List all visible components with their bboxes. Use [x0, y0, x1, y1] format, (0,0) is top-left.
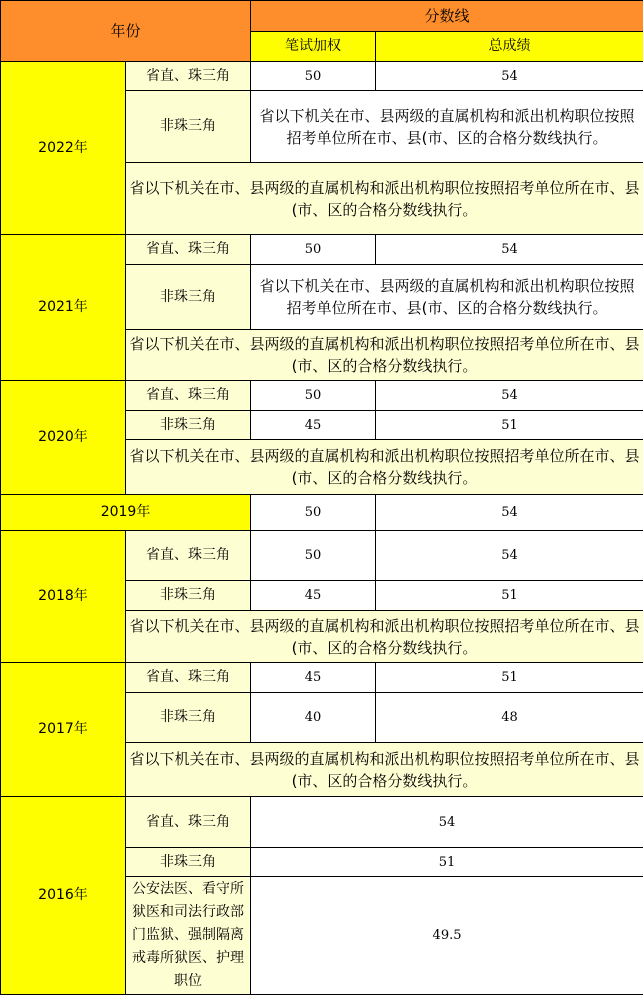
note-row: 省以下机关在市、县两级的直属机构和派出机构职位按照招考单位所在市、县(市、区的合格分数线执行。 [126, 330, 643, 381]
year-2021: 2021年 [1, 235, 126, 381]
value-written: 50 [251, 62, 376, 91]
label-provincial: 省直、珠三角 [126, 62, 251, 91]
label-non-prd: 非珠三角 [126, 848, 251, 877]
value-total: 51 [376, 581, 643, 611]
label-non-prd: 非珠三角 [126, 265, 251, 330]
header-total: 总成绩 [376, 32, 643, 62]
value-total: 54 [376, 235, 643, 265]
label-non-prd: 非珠三角 [126, 411, 251, 440]
label-provincial: 省直、珠三角 [126, 235, 251, 265]
note-row: 省以下机关在市、县两级的直属机构和派出机构职位按照招考单位所在市、县(市、区的合格分数线执行。 [126, 611, 643, 663]
value-written: 50 [251, 381, 376, 411]
year-2016: 2016年 [1, 797, 126, 995]
label-provincial: 省直、珠三角 [126, 381, 251, 411]
value-written: 50 [251, 495, 376, 531]
value-total: 54 [376, 495, 643, 531]
value-written: 45 [251, 663, 376, 693]
value-written: 50 [251, 235, 376, 265]
value-special: 49.5 [251, 877, 643, 995]
label-non-prd: 非珠三角 [126, 581, 251, 611]
value-total: 54 [376, 531, 643, 581]
header-score-line: 分数线 [251, 1, 643, 32]
year-2018: 2018年 [1, 531, 126, 663]
label-provincial: 省直、珠三角 [126, 663, 251, 693]
value-non-prd: 51 [251, 848, 643, 877]
label-non-prd: 非珠三角 [126, 91, 251, 163]
value-total: 48 [376, 693, 643, 743]
label-non-prd: 非珠三角 [126, 693, 251, 743]
value-written: 45 [251, 581, 376, 611]
year-2017: 2017年 [1, 663, 126, 797]
value-provincial: 54 [251, 797, 643, 848]
label-provincial: 省直、珠三角 [126, 797, 251, 848]
non-prd-note: 省以下机关在市、县两级的直属机构和派出机构职位按照招考单位所在市、县(市、区的合格分数线执行。 [251, 265, 643, 330]
value-total: 54 [376, 381, 643, 411]
header-written-bonus: 笔试加权 [251, 32, 376, 62]
note-row: 省以下机关在市、县两级的直属机构和派出机构职位按照招考单位所在市、县(市、区的合格分数线执行。 [126, 163, 643, 235]
non-prd-note: 省以下机关在市、县两级的直属机构和派出机构职位按照招考单位所在市、县(市、区的合格分数线执行。 [251, 91, 643, 163]
value-written: 50 [251, 531, 376, 581]
note-row: 省以下机关在市、县两级的直属机构和派出机构职位按照招考单位所在市、县(市、区的合格分数线执行。 [126, 743, 643, 797]
label-provincial: 省直、珠三角 [126, 531, 251, 581]
value-total: 54 [376, 62, 643, 91]
label-special-positions: 公安法医、看守所狱医和司法行政部门监狱、强制隔离戒毒所狱医、护理职位 [126, 877, 251, 995]
value-written: 40 [251, 693, 376, 743]
value-total: 51 [376, 663, 643, 693]
value-written: 45 [251, 411, 376, 440]
year-2020: 2020年 [1, 381, 126, 495]
header-year: 年份 [1, 1, 251, 62]
year-2022: 2022年 [1, 62, 126, 235]
value-total: 51 [376, 411, 643, 440]
note-row: 省以下机关在市、县两级的直属机构和派出机构职位按照招考单位所在市、县(市、区的合格分数线执行。 [126, 440, 643, 495]
year-2019: 2019年 [1, 495, 251, 531]
